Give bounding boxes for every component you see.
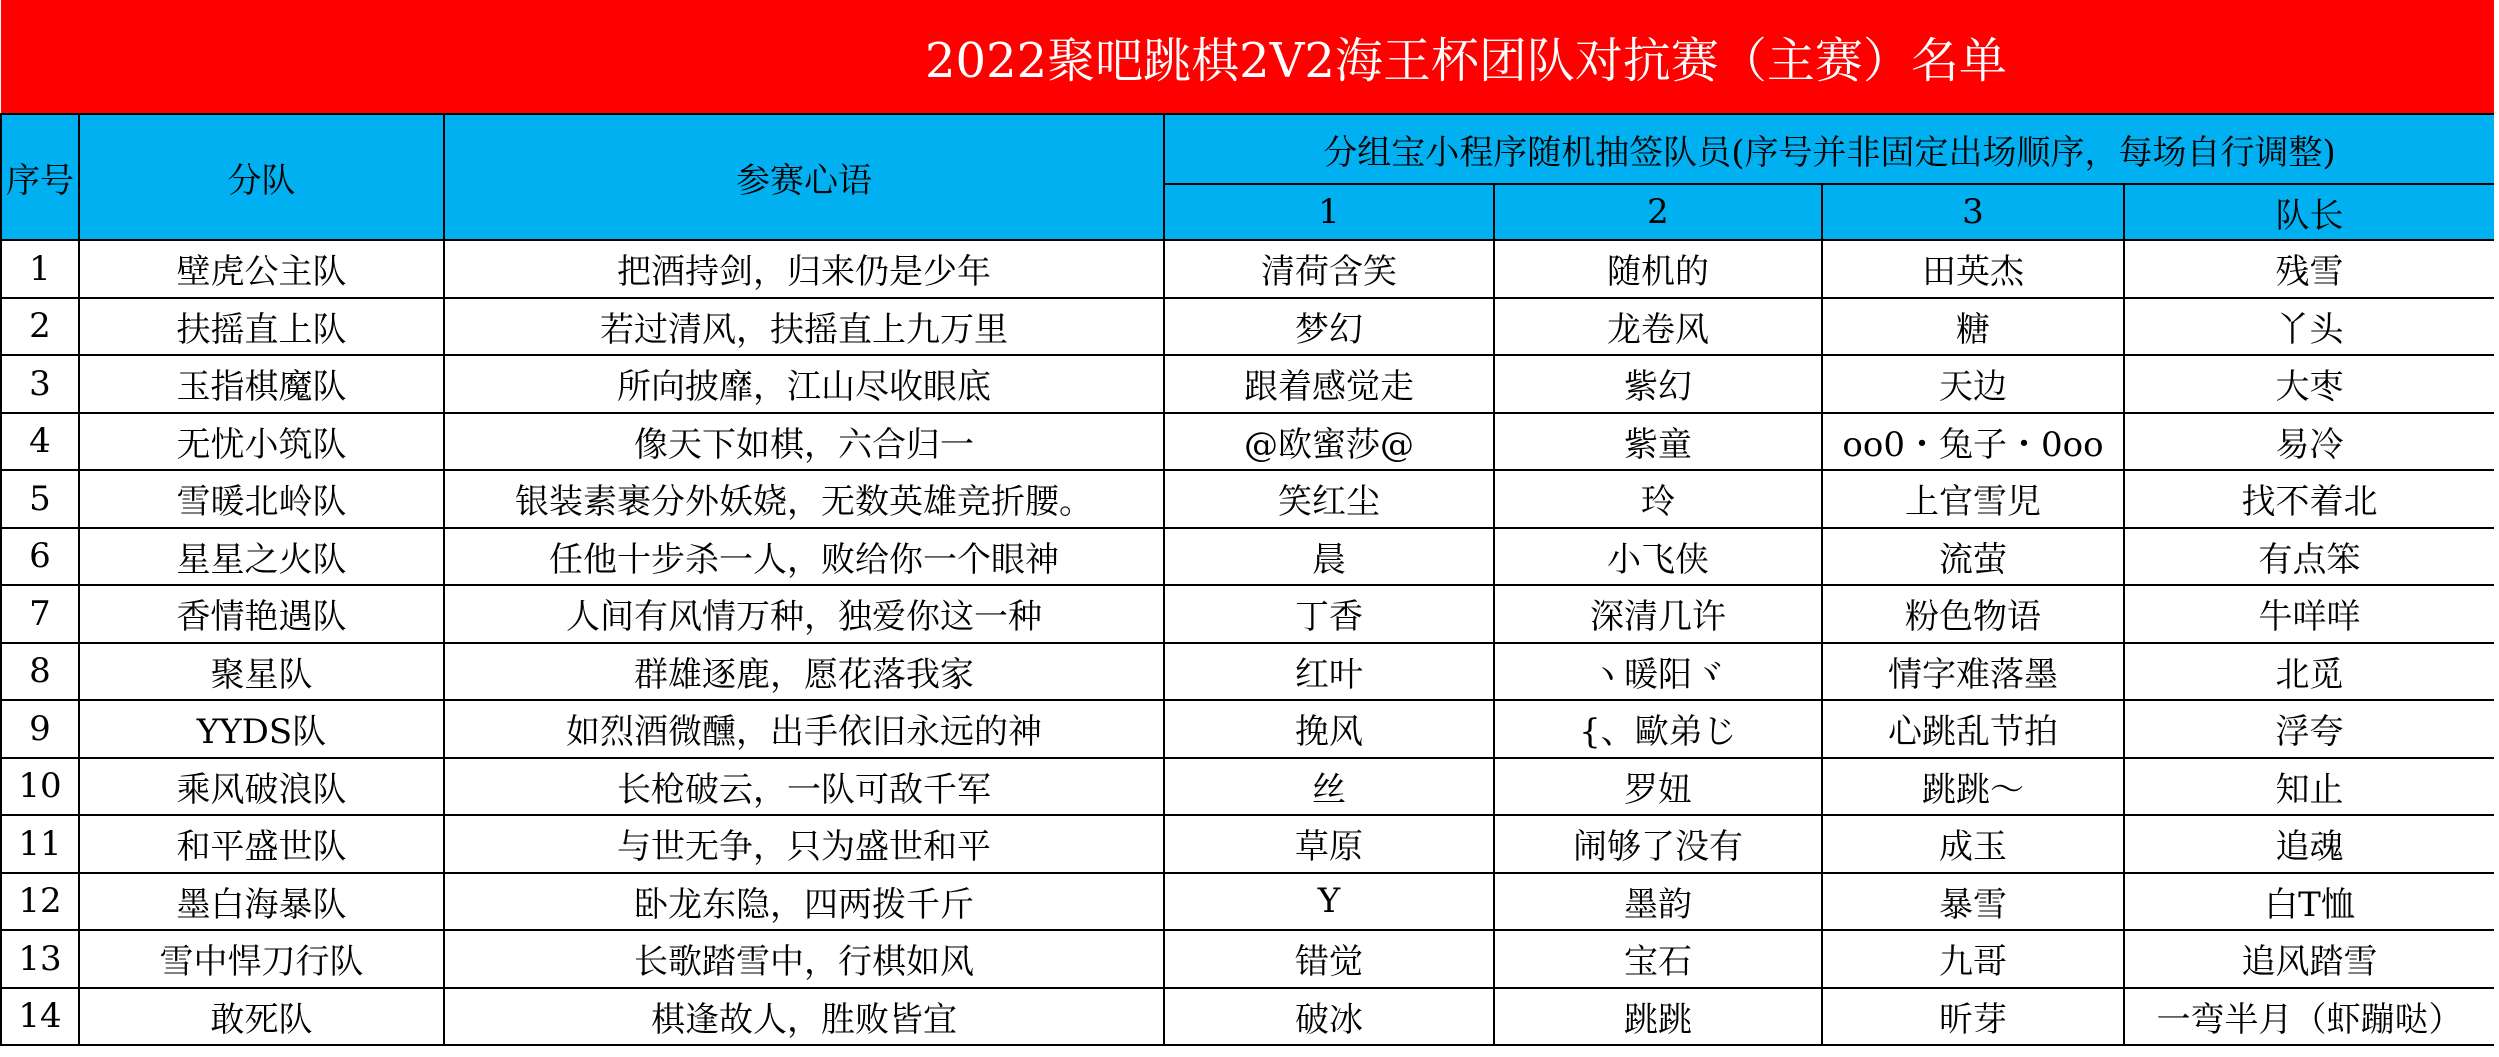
cell-member-2[interactable]: {、歐弟じ bbox=[1494, 700, 1822, 758]
table-row bbox=[1, 873, 2495, 931]
header-member-3[interactable]: 3 bbox=[1822, 184, 2124, 240]
header-captain[interactable]: 队长 bbox=[2124, 184, 2495, 240]
table-row bbox=[1, 298, 2495, 356]
cell-member-2[interactable]: 龙卷风 bbox=[1494, 298, 1822, 356]
cell-member-2[interactable]: ヽ暖阳ヾ bbox=[1494, 643, 1822, 701]
cell-team[interactable]: YYDS队 bbox=[79, 700, 444, 758]
cell-member-3[interactable]: 跳跳～ bbox=[1822, 758, 2124, 816]
cell-captain[interactable]: 一弯半月（虾蹦哒） bbox=[2124, 988, 2495, 1046]
header-seq[interactable]: 序号 bbox=[1, 114, 79, 240]
cell-member-2[interactable]: 墨韵 bbox=[1494, 873, 1822, 931]
cell-member-1[interactable]: 红叶 bbox=[1164, 643, 1494, 701]
cell-seq[interactable]: 7 bbox=[1, 585, 79, 643]
cell-seq[interactable]: 8 bbox=[1, 643, 79, 701]
cell-member-2[interactable]: 紫幻 bbox=[1494, 355, 1822, 413]
cell-captain[interactable]: 找不着北 bbox=[2124, 470, 2495, 528]
cell-motto[interactable]: 若过清风，扶摇直上九万里 bbox=[444, 298, 1164, 356]
cell-team[interactable]: 壁虎公主队 bbox=[79, 240, 444, 298]
cell-captain[interactable]: 白T恤 bbox=[2124, 873, 2495, 931]
cell-member-1[interactable]: 破冰 bbox=[1164, 988, 1494, 1046]
cell-motto[interactable]: 任他十步杀一人，败给你一个眼神 bbox=[444, 528, 1164, 586]
cell-member-2[interactable]: 小飞侠 bbox=[1494, 528, 1822, 586]
header-motto[interactable]: 参赛心语 bbox=[444, 114, 1164, 240]
cell-team[interactable]: 玉指棋魔队 bbox=[79, 355, 444, 413]
cell-member-3[interactable]: 九哥 bbox=[1822, 930, 2124, 988]
cell-seq[interactable]: 4 bbox=[1, 413, 79, 471]
cell-member-1[interactable]: 晨 bbox=[1164, 528, 1494, 586]
cell-motto[interactable]: 卧龙东隐，四两拨千斤 bbox=[444, 873, 1164, 931]
cell-motto[interactable]: 如烈酒微醺，出手依旧永远的神 bbox=[444, 700, 1164, 758]
table-row bbox=[1, 815, 2495, 873]
table-row bbox=[1, 643, 2495, 701]
cell-member-1[interactable]: 丝 bbox=[1164, 758, 1494, 816]
cell-member-2[interactable]: 宝石 bbox=[1494, 930, 1822, 988]
cell-motto[interactable]: 像天下如棋，六合归一 bbox=[444, 413, 1164, 471]
cell-member-1[interactable]: 笑红尘 bbox=[1164, 470, 1494, 528]
cell-member-3[interactable]: 糖 bbox=[1822, 298, 2124, 356]
sheet-right-margin bbox=[2494, 0, 2499, 1057]
cell-member-1[interactable]: 丁香 bbox=[1164, 585, 1494, 643]
cell-member-2[interactable]: 跳跳 bbox=[1494, 988, 1822, 1046]
cell-seq[interactable]: 6 bbox=[1, 528, 79, 586]
cell-member-1[interactable]: 草原 bbox=[1164, 815, 1494, 873]
cell-motto[interactable]: 与世无争，只为盛世和平 bbox=[444, 815, 1164, 873]
cell-seq[interactable]: 10 bbox=[1, 758, 79, 816]
cell-team[interactable]: 无忧小筑队 bbox=[79, 413, 444, 471]
cell-member-1[interactable]: 梦幻 bbox=[1164, 298, 1494, 356]
cell-captain[interactable]: 浮夸 bbox=[2124, 700, 2495, 758]
table-row bbox=[1, 413, 2495, 471]
cell-team[interactable]: 墨白海暴队 bbox=[79, 873, 444, 931]
cell-team[interactable]: 敢死队 bbox=[79, 988, 444, 1046]
cell-member-2[interactable]: 罗妞 bbox=[1494, 758, 1822, 816]
cell-member-2[interactable]: 紫童 bbox=[1494, 413, 1822, 471]
cell-member-3[interactable]: 情字难落墨 bbox=[1822, 643, 2124, 701]
cell-member-2[interactable]: 深清几许 bbox=[1494, 585, 1822, 643]
cell-member-1[interactable]: @欧蜜莎@ bbox=[1164, 413, 1494, 471]
cell-captain[interactable]: 追风踏雪 bbox=[2124, 930, 2495, 988]
table-row bbox=[1, 528, 2495, 586]
header-team[interactable]: 分队 bbox=[79, 114, 444, 240]
title-row bbox=[1, 0, 2495, 114]
cell-team[interactable]: 乘风破浪队 bbox=[79, 758, 444, 816]
cell-captain[interactable]: 丫头 bbox=[2124, 298, 2495, 356]
table-row bbox=[1, 930, 2495, 988]
cell-team[interactable]: 和平盛世队 bbox=[79, 815, 444, 873]
cell-seq[interactable]: 3 bbox=[1, 355, 79, 413]
cell-member-3[interactable]: 田英杰 bbox=[1822, 240, 2124, 298]
table-row bbox=[1, 470, 2495, 528]
table-row bbox=[1, 585, 2495, 643]
cell-seq[interactable]: 2 bbox=[1, 298, 79, 356]
cell-member-3[interactable]: 心跳乱节拍 bbox=[1822, 700, 2124, 758]
cell-team[interactable]: 雪暖北岭队 bbox=[79, 470, 444, 528]
cell-member-3[interactable]: 暴雪 bbox=[1822, 873, 2124, 931]
cell-seq[interactable]: 12 bbox=[1, 873, 79, 931]
cell-member-1[interactable]: Y bbox=[1164, 873, 1494, 931]
cell-member-2[interactable]: 随机的 bbox=[1494, 240, 1822, 298]
cell-member-3[interactable]: 天边 bbox=[1822, 355, 2124, 413]
cell-motto[interactable]: 长歌踏雪中，行棋如风 bbox=[444, 930, 1164, 988]
cell-member-1[interactable]: 挽风 bbox=[1164, 700, 1494, 758]
cell-seq[interactable]: 1 bbox=[1, 240, 79, 298]
header-member-2[interactable]: 2 bbox=[1494, 184, 1822, 240]
cell-captain[interactable]: 牛咩咩 bbox=[2124, 585, 2495, 643]
cell-seq[interactable]: 14 bbox=[1, 988, 79, 1046]
cell-motto[interactable]: 把酒持剑，归来仍是少年 bbox=[444, 240, 1164, 298]
cell-motto[interactable]: 群雄逐鹿，愿花落我家 bbox=[444, 643, 1164, 701]
cell-motto[interactable]: 银装素裹分外妖娆，无数英雄竞折腰。 bbox=[444, 470, 1164, 528]
cell-member-1[interactable]: 清荷含笑 bbox=[1164, 240, 1494, 298]
cell-member-3[interactable]: 昕芽 bbox=[1822, 988, 2124, 1046]
cell-captain[interactable]: 知止 bbox=[2124, 758, 2495, 816]
header-members-group[interactable]: 分组宝小程序随机抽签队员(序号并非固定出场顺序，每场自行调整) bbox=[1164, 114, 2495, 184]
cell-motto[interactable]: 长枪破云，一队可敌千军 bbox=[444, 758, 1164, 816]
cell-captain[interactable]: 易冷 bbox=[2124, 413, 2495, 471]
cell-member-3[interactable]: 成玉 bbox=[1822, 815, 2124, 873]
cell-member-1[interactable]: 错觉 bbox=[1164, 930, 1494, 988]
cell-motto[interactable]: 棋逢故人，胜败皆宜 bbox=[444, 988, 1164, 1046]
cell-team[interactable]: 香情艳遇队 bbox=[79, 585, 444, 643]
cell-team[interactable]: 雪中悍刀行队 bbox=[79, 930, 444, 988]
cell-captain[interactable]: 有点笨 bbox=[2124, 528, 2495, 586]
header-member-1[interactable]: 1 bbox=[1164, 184, 1494, 240]
cell-seq[interactable]: 13 bbox=[1, 930, 79, 988]
cell-captain[interactable]: 追魂 bbox=[2124, 815, 2495, 873]
sheet-title[interactable]: 2022聚吧跳棋2V2海王杯团队对抗赛（主赛）名单 bbox=[1, 0, 2495, 114]
table-row bbox=[1, 240, 2495, 298]
cell-motto[interactable]: 人间有风情万种，独爱你这一种 bbox=[444, 585, 1164, 643]
cell-member-2[interactable]: 玲 bbox=[1494, 470, 1822, 528]
cell-captain[interactable]: 残雪 bbox=[2124, 240, 2495, 298]
cell-seq[interactable]: 5 bbox=[1, 470, 79, 528]
table-row bbox=[1, 988, 2495, 1046]
cell-team[interactable]: 扶摇直上队 bbox=[79, 298, 444, 356]
cell-seq[interactable]: 11 bbox=[1, 815, 79, 873]
table-row bbox=[1, 758, 2495, 816]
cell-seq[interactable]: 9 bbox=[1, 700, 79, 758]
cell-team[interactable]: 星星之火队 bbox=[79, 528, 444, 586]
table-row bbox=[1, 700, 2495, 758]
cell-motto[interactable]: 所向披靡，江山尽收眼底 bbox=[444, 355, 1164, 413]
cell-member-3[interactable]: 上官雪児 bbox=[1822, 470, 2124, 528]
cell-member-3[interactable]: 流萤 bbox=[1822, 528, 2124, 586]
cell-member-3[interactable]: 粉色物语 bbox=[1822, 585, 2124, 643]
cell-member-1[interactable]: 跟着感觉走 bbox=[1164, 355, 1494, 413]
header-row-1 bbox=[1, 114, 2495, 184]
cell-captain[interactable]: 大枣 bbox=[2124, 355, 2495, 413]
cell-team[interactable]: 聚星队 bbox=[79, 643, 444, 701]
cell-member-3[interactable]: oo0・兔子・0oo bbox=[1822, 413, 2124, 471]
cell-member-2[interactable]: 闹够了没有 bbox=[1494, 815, 1822, 873]
table-row bbox=[1, 355, 2495, 413]
cell-captain[interactable]: 北觅 bbox=[2124, 643, 2495, 701]
